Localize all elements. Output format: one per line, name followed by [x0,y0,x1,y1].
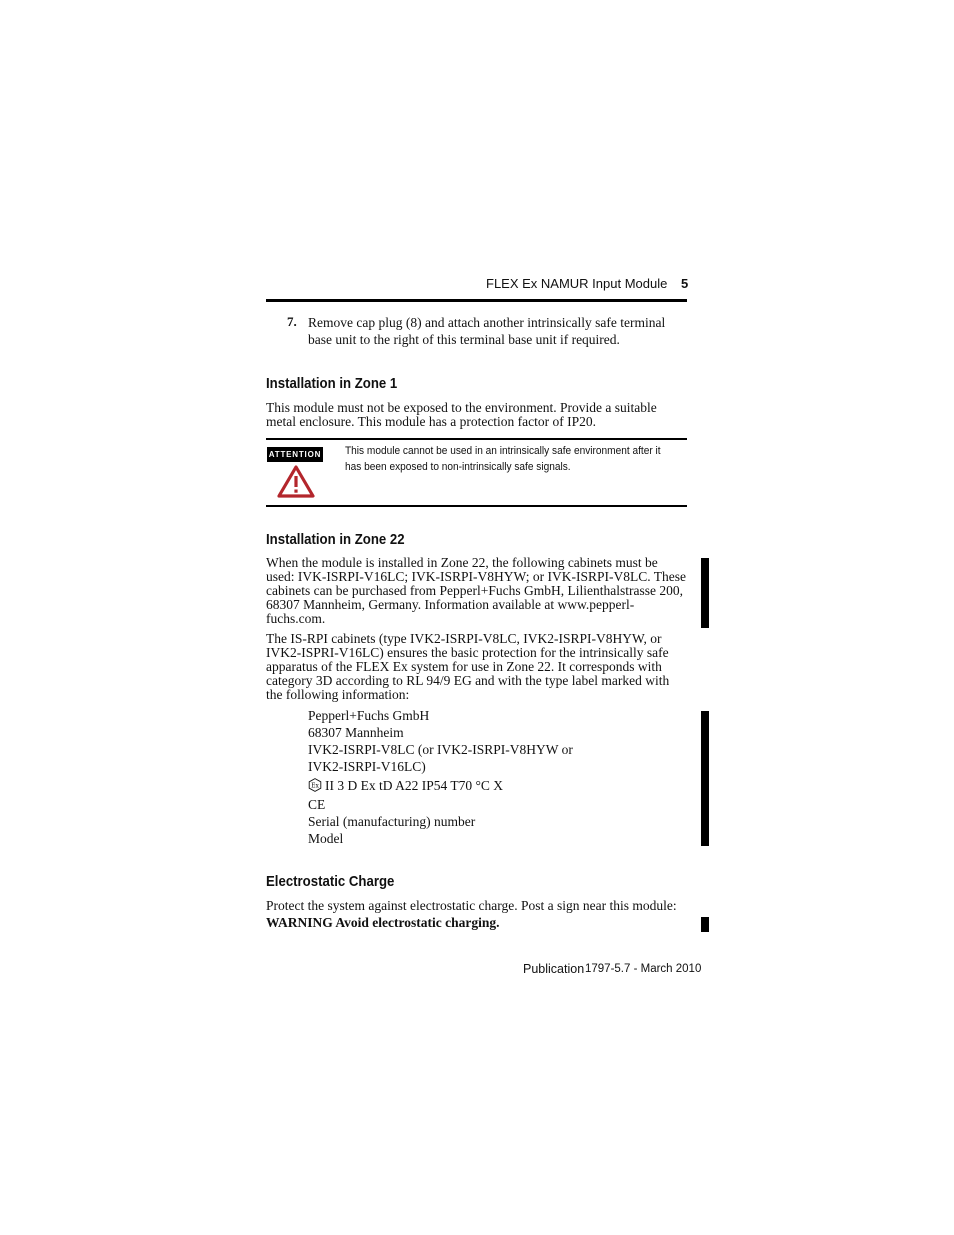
heading-zone-22: Installation in Zone 22 [266,531,405,548]
running-header-title: FLEX Ex NAMUR Input Module [486,276,668,291]
step-number: 7. [287,314,297,329]
heading-zone-1: Installation in Zone 1 [266,375,398,392]
electrostatic-paragraph: Protect the system against electrostatic charge. Post a sign near this module: [266,898,677,913]
page-number: 5 [681,276,689,291]
change-bar [701,917,709,932]
label-line-ex [308,777,668,796]
header-rule [266,299,687,302]
attention-label: ATTENTION [267,447,323,462]
heading-electrostatic-charge: Electrostatic Charge [266,873,395,890]
zone-1-paragraph: This module must not be exposed to the environment. Provide a suitable metal enclosure. This module has a protection factor of IP20. [266,400,657,429]
attention-top-rule [266,438,687,440]
label-line: CE [308,797,326,812]
attention-bottom-rule [266,505,687,507]
change-bar [701,711,709,846]
footer-publication-number: 1797-5.7 - March 2010 [585,963,702,975]
electrostatic-warning: WARNING Avoid electrostatic charging. [266,915,500,930]
attention-text: This module cannot be used in an intrinsically safe environment after it has been exposed to non-intrinsically safe signals. [345,445,661,473]
footer-publication-label: Publication [523,962,585,976]
warning-triangle-icon [277,465,315,498]
svg-text:Ex: Ex [311,782,319,790]
label-line: 68307 Mannheim [308,725,404,740]
zone-22-paragraph-1: When the module is installed in Zone 22, the following cabinets must be used: IVK-ISRPI-V16LC; IVK-ISRPI-V8HYW; or IVK-ISRPI-V8LC. These cabinets can be purchased from Pepperl+Fuchs GmbH, Lilienthalstrasse 200, 68307 Mannheim, Germany. Information available at www.pepperl-fuchs.com. [266,555,686,626]
label-line: Pepperl+Fuchs GmbH [308,708,430,723]
step-text: Remove cap plug (8) and attach another intrinsically safe terminal base unit to the right of this terminal base unit if required. [308,315,666,347]
label-line: Model [308,831,344,846]
zone-22-paragraph-2: The IS-RPI cabinets (type IVK2-ISRPI-V8LC, IVK2-ISRPI-V8HYW, or IVK2-ISPRI-V16LC) ensures the basic protection for the intrinsically safe apparatus of the FLEX Ex system for use in Zone 22. It corresponds with category 3D according to RL 94/9 EG and with the type label marked with the following information: [266,631,670,702]
type-label-info [308,707,668,847]
label-line: IVK2-ISRPI-V8LC (or IVK2-ISRPI-V8HYW or [308,742,573,757]
ex-marking-text: II 3 D Ex tD A22 IP54 T70 °C X [325,778,504,793]
ex-hexagon-icon [308,778,322,792]
label-line: IVK2-ISRPI-V16LC) [308,759,426,774]
label-line: Serial (manufacturing) number [308,814,476,829]
change-bar [701,558,709,628]
